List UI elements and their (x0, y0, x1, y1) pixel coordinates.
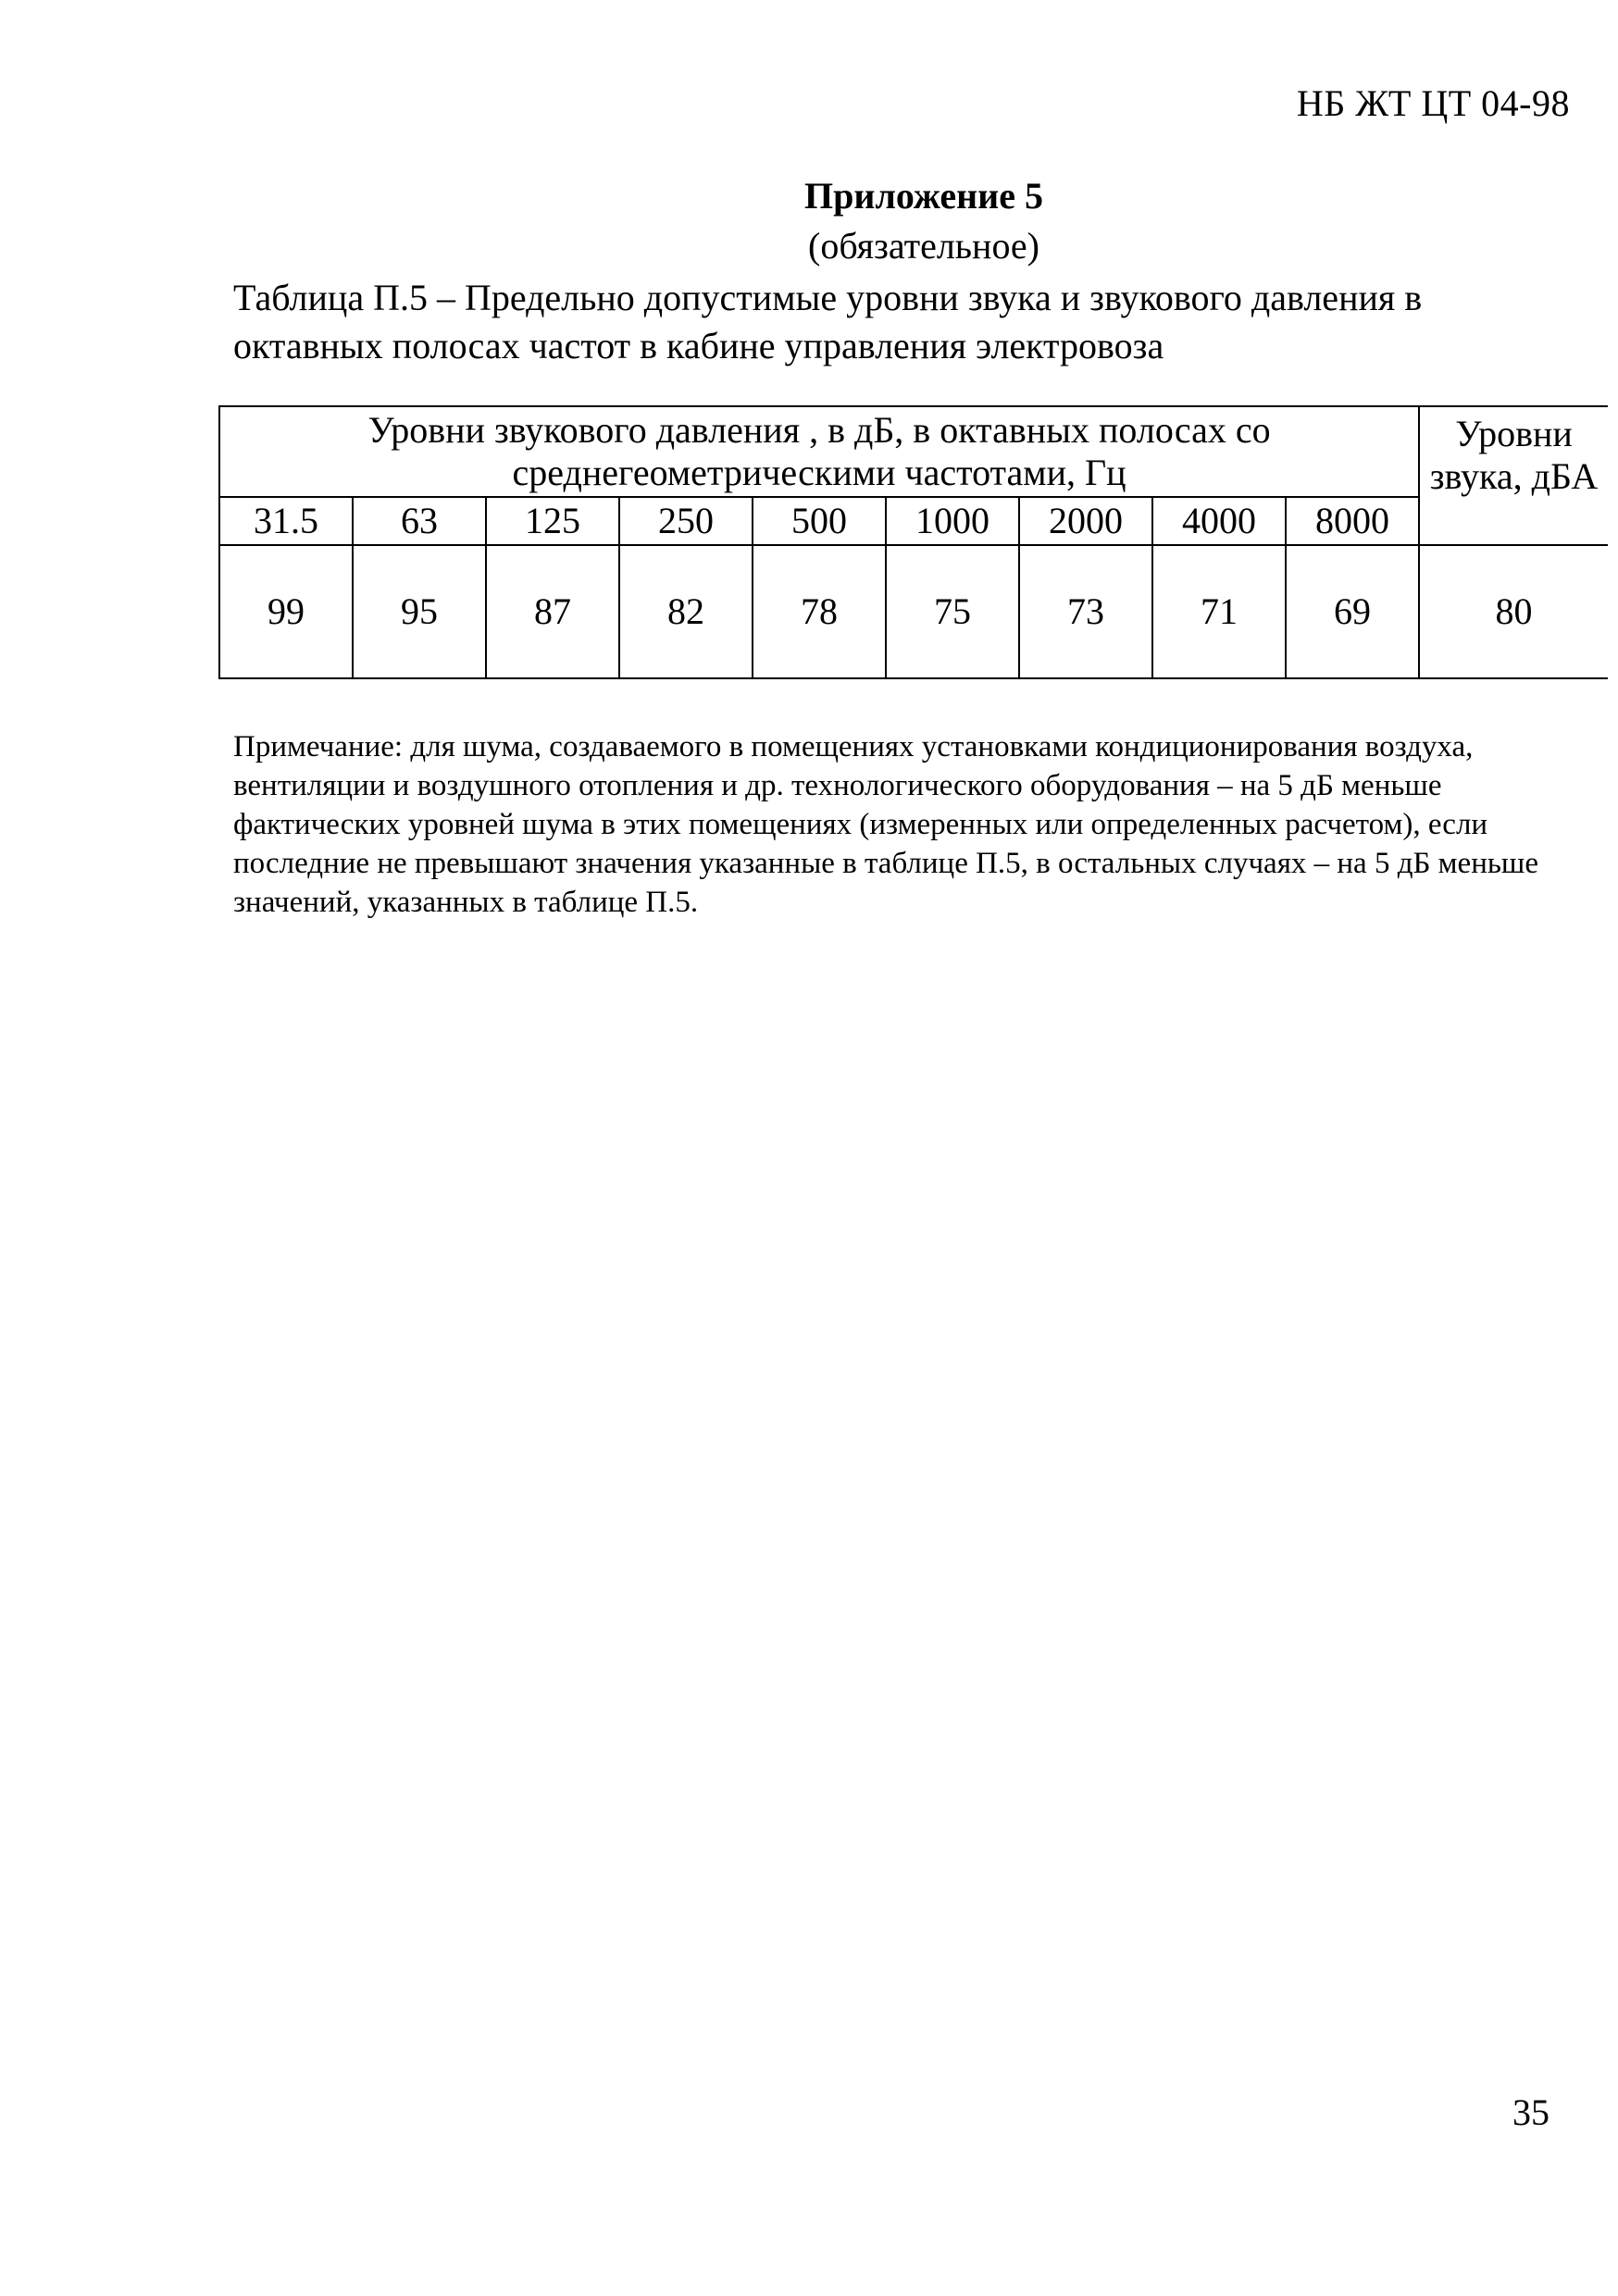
frequency-cell: 8000 (1286, 497, 1419, 545)
frequency-cell: 1000 (886, 497, 1019, 545)
appendix-title (0, 175, 1618, 217)
frequency-cell: 2000 (1019, 497, 1152, 545)
frequency-cell: 250 (619, 497, 753, 545)
table-caption: Таблица П.5 – Предельно допустимые уровни звука и звукового давления в октавных полосах частот в кабине управления электровоза (233, 277, 1423, 366)
document-code: НБ ЖТ ЦТ 04-98 (1296, 82, 1570, 124)
frequency-cell: 500 (753, 497, 886, 545)
table-note: Примечание: для шума, создаваемого в помещениях установками кондиционирования воздуха, вентиляции и воздушного отопления и др. технологического оборудования – на 5 дБ меньше фактических уровней шума в этих помещениях (измеренных или определенных расчетом), если последние не превышают значения указанные в таблице П.5, в остальных случаях – на 5 дБ меньше значений, указанных в таблице П.5. (233, 730, 1538, 919)
value-cell: 82 (619, 545, 753, 678)
frequency-cell: 63 (353, 497, 486, 545)
noise-limits-table (218, 405, 1608, 679)
value-cell: 71 (1152, 545, 1286, 678)
value-cell: 69 (1286, 545, 1419, 678)
frequency-cell: 4000 (1152, 497, 1286, 545)
value-cell: 73 (1019, 545, 1152, 678)
table-header-row (219, 406, 1608, 497)
frequency-row (219, 497, 1608, 545)
appendix-status (0, 225, 1618, 267)
value-cell: 95 (353, 545, 486, 678)
frequency-cell: 31.5 (219, 497, 353, 545)
value-cell: 75 (886, 545, 1019, 678)
sound-level-header: Уровни звука, дБА (1419, 406, 1608, 545)
sound-level-value-cell: 80 (1419, 545, 1608, 678)
appendix-status-text: (обязательное) (808, 225, 1039, 267)
page-number: 35 (1512, 2091, 1550, 2133)
value-cell: 99 (219, 545, 353, 678)
appendix-title-text: Приложение 5 (804, 175, 1043, 217)
values-row (219, 545, 1608, 678)
value-cell: 78 (753, 545, 886, 678)
value-cell: 87 (486, 545, 619, 678)
sound-pressure-group-header: Уровни звукового давления , в дБ, в октавных полосах со среднегеометрическими частотами, Гц (219, 406, 1419, 497)
frequency-cell: 125 (486, 497, 619, 545)
